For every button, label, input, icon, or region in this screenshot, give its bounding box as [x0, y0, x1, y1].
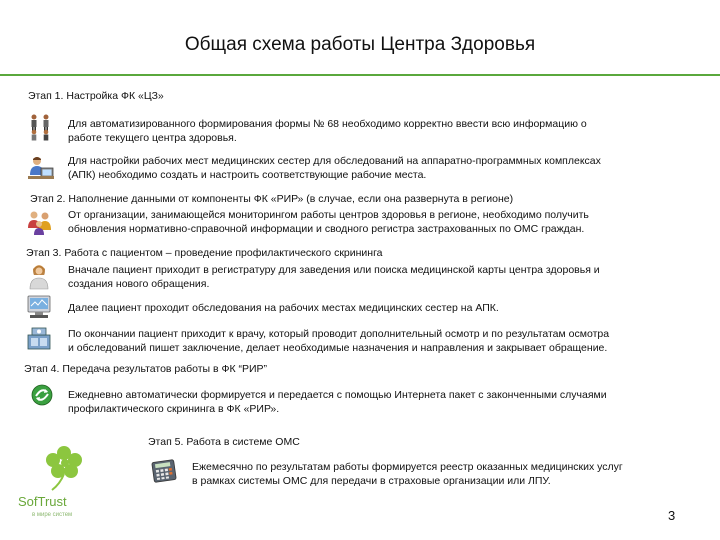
stage-1-item-2-line-2: (АПК) необходимо создать и настроить соответствующие рабочие места.: [68, 169, 427, 181]
doctor-equipment-icon: [26, 325, 54, 353]
stage-3-item-1-line-1: Вначале пациент приходит в регистратуру для заведения или поиска медицинской карты центра здоровья и: [68, 264, 600, 276]
stage-3-heading: Этап 3. Работа с пациентом – проведение профилактического скрининга: [26, 247, 383, 259]
stage-4-heading: Этап 4. Передача результатов работы в ФК “РИР”: [24, 363, 268, 375]
stage-5-heading: Этап 5. Работа в системе ОМС: [148, 436, 300, 448]
stage-1-item-2-line-1: Для настройки рабочих мест медицинских сестер для обследований на аппаратно-программных комплексах: [68, 155, 601, 167]
stage-1-heading: Этап 1. Настройка ФК «ЦЗ»: [28, 90, 164, 102]
nurse-workstation-icon: [26, 155, 56, 181]
calculator-icon: [150, 458, 178, 484]
apk-device-icon: [26, 293, 54, 321]
stage-2-item-1-line-1: От организации, занимающейся мониторингом работы центров здоровья в регионе, необходимо получить: [68, 209, 589, 221]
stage-3-item-2-line-1: Далее пациент проходит обследования на рабочих местах медицинских сестер на АПК.: [68, 302, 499, 314]
logo-name: SofTrust: [18, 494, 67, 509]
internet-transfer-icon: [30, 383, 54, 407]
stage-2-heading: Этап 2. Наполнение данными от компоненты ФК «РИР» (в случае, если она развернута в регионе): [30, 193, 514, 205]
stage-4-item-1-line-1: Ежедневно автоматически формируется и передается с помощью Интернета пакет с законченными случаями: [68, 389, 607, 401]
softrust-logo: [8, 440, 104, 524]
stage-5-item-1-line-1: Ежемесячно по результатам работы формируется реестр оказанных медицинских услуг: [192, 461, 623, 473]
stage-3-item-3-line-2: и обследований пишет заключение, делает необходимые назначения и направления и закрывает обращение.: [68, 342, 608, 354]
receptionist-icon: [26, 262, 54, 290]
page-title: Общая схема работы Центра Здоровья: [184, 34, 536, 55]
stage-3-item-3-line-1: По окончании пациент приходит к врачу, который проводит дополнительный осмотр и по результатам осмотра: [68, 328, 610, 340]
stage-3-item-1-line-2: создания нового обращения.: [68, 278, 210, 290]
title-divider: [0, 74, 720, 76]
stage-4-item-1-line-2: профилактического скрининга в ФК «РИР».: [68, 403, 280, 415]
logo-tagline: в мире систем: [32, 512, 73, 518]
group-icon: [26, 208, 54, 236]
stage-2-item-1-line-2: обновления нормативно-справочной информации и сводного регистра застрахованных по ОМС граждан.: [68, 223, 585, 235]
stage-5-item-1-line-2: в рамках системы ОМС для передачи в страховые организации или ЛПУ.: [192, 475, 551, 487]
stage-1-item-1-line-2: работе текущего центра здоровья.: [68, 132, 237, 144]
stage-1-item-1-line-1: Для автоматизированного формирования формы № 68 необходимо корректно ввести всю информацию о: [68, 118, 587, 130]
page-number: 3: [668, 508, 676, 523]
people-icon: [28, 113, 52, 141]
